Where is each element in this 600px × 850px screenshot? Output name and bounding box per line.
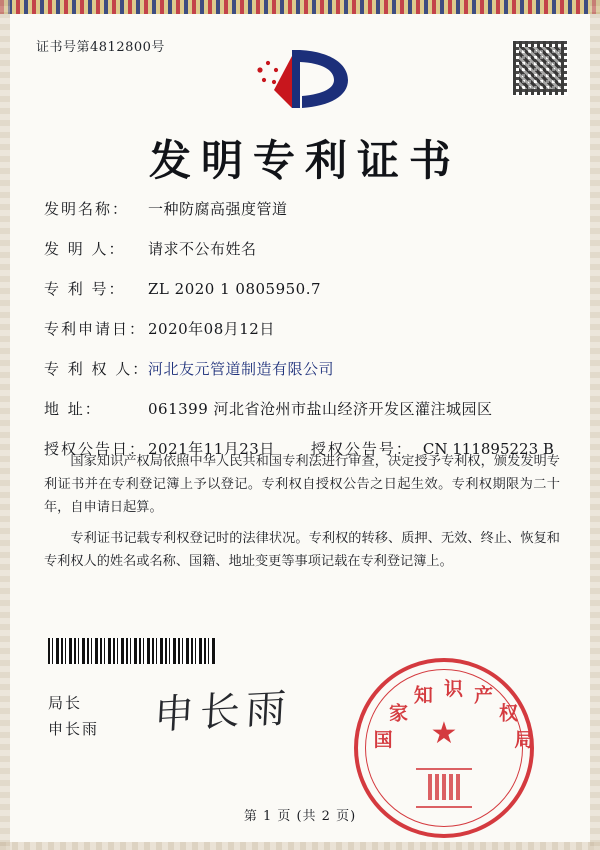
qr-code-icon bbox=[512, 40, 568, 96]
barcode-icon bbox=[48, 638, 216, 664]
field-label: 专 利 权 人： bbox=[44, 360, 150, 378]
field-label: 地 址： bbox=[44, 400, 102, 418]
page-footer: 第 1 页 (共 2 页) bbox=[243, 809, 357, 824]
certificate-number: 证书号第4812800号 bbox=[36, 40, 165, 55]
certificate-content bbox=[14, 18, 586, 838]
field-label-secondary: 授权公告号： bbox=[310, 440, 413, 458]
paragraph-2: 专利证书记载专利权登记时的法律状况。专利权的转移、质押、无效、终止、恢复和专利权人的姓名或名称、国籍、地址变更等事项记载在专利登记簿上。 bbox=[44, 531, 560, 569]
decorative-border-top bbox=[0, 0, 600, 14]
paragraph-1: 国家知识产权局依照中华人民共和国专利法进行审查，决定授予专利权，颁发发明专利证书并在专利登记簿上予以登记。专利权自授权公告之日起生效。专利权期限为二十年，自申请日起算。 bbox=[44, 454, 560, 515]
field-value: 2021年11月23日 bbox=[148, 440, 275, 458]
field-inventor bbox=[44, 238, 562, 259]
field-list bbox=[44, 198, 562, 478]
decorative-border-right bbox=[590, 0, 600, 850]
field-value: 请求不公布姓名 bbox=[148, 240, 257, 258]
field-label: 专 利 号： bbox=[44, 280, 126, 298]
field-value: 061399 河北省沧州市盐山经济开发区灌注城园区 bbox=[148, 400, 493, 418]
field-patent-number bbox=[44, 278, 562, 299]
field-value-secondary: CN 111895223 B bbox=[422, 440, 554, 458]
field-value: 河北友元管道制造有限公司 bbox=[148, 360, 335, 378]
signature-role-label: 局长 bbox=[48, 694, 83, 712]
field-label: 发明名称： bbox=[44, 200, 130, 218]
field-patentee bbox=[44, 358, 562, 379]
legal-text bbox=[44, 450, 560, 581]
handwritten-signature: 申长雨 bbox=[152, 685, 293, 739]
field-value: 一种防腐高强度管道 bbox=[148, 200, 288, 218]
field-invention-name bbox=[44, 198, 562, 219]
seal-text: 国 家 知 识 产 权 局 bbox=[373, 678, 534, 752]
national-emblem-icon bbox=[416, 768, 472, 808]
signature-name: 申长雨 bbox=[48, 720, 100, 738]
page-title: 发明专利证书 bbox=[148, 136, 461, 185]
decorative-border-bottom bbox=[0, 842, 600, 850]
field-label: 专利申请日： bbox=[44, 320, 147, 338]
decorative-border-left bbox=[0, 0, 10, 850]
signature-block bbox=[48, 690, 99, 742]
field-value: 2020年08月12日 bbox=[148, 320, 275, 338]
field-label: 发 明 人： bbox=[44, 240, 126, 258]
field-address bbox=[44, 398, 562, 419]
field-label: 授权公告日： bbox=[44, 440, 147, 458]
field-value: ZL 2020 1 0805950.7 bbox=[148, 280, 322, 298]
field-application-date bbox=[44, 318, 562, 339]
seal-star-icon: ★ bbox=[430, 716, 458, 752]
cnipa-logo-icon bbox=[230, 44, 370, 116]
